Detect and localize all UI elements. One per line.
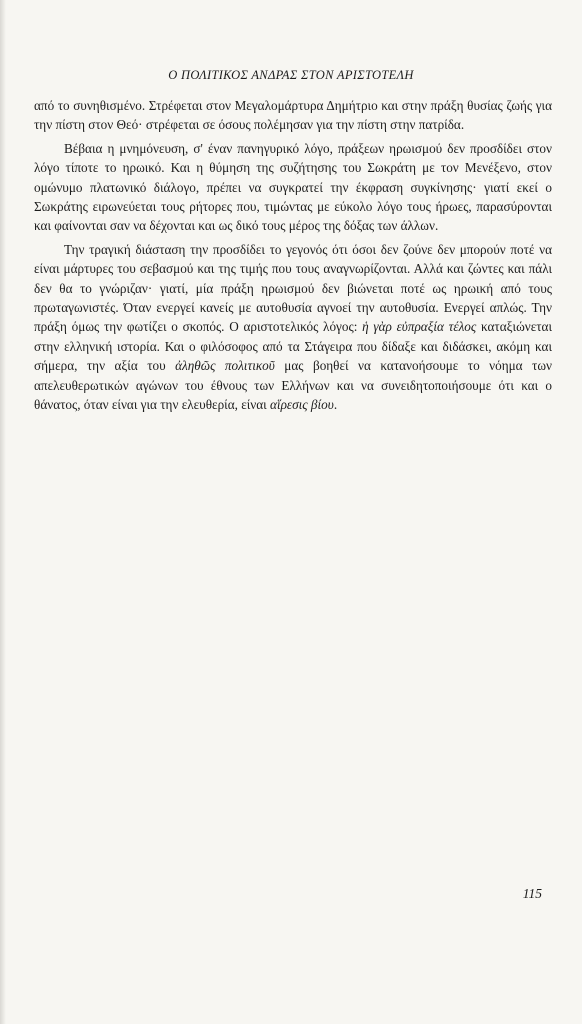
choice-of-life-term: αἵρεσις βίου — [270, 397, 334, 413]
paragraph-3-text-a: Την τραγική διάσταση την προσδίδει το γεγονός ότι όσοι δεν ζούνε δεν μπορούν ποτέ να είναι μάρτυρες του σεβασμού και της τιμής που τους αναγνωρίζονται. Αλλά και ζώντες και πάλι δεν θα το γνώριζαν· γιατί, μία πράξη ηρωισμού δεν βιώνεται ποτέ ως ηρωική από τους πρωταγωνιστές. Όταν ενεργεί κανείς με αυτοθυσία αγνοεί την αυτοθυσία. Ενεργεί απλώς. Την πράξη όμως την φωτίζει ο σκοπός. Ο αριστοτελικός λόγος: — [34, 241, 552, 335]
body-text — [34, 96, 552, 415]
page-number: 115 — [522, 886, 542, 901]
running-head: Ο ΠΟΛΙΤΙΚΟΣ ΑΝΔΡΑΣ ΣΤΟΝ ΑΡΙΣΤΟΤΕΛΗ — [168, 68, 414, 82]
paragraph-3-period: . — [333, 397, 338, 413]
true-politician-term: ἀληθῶς πολιτικοῦ — [175, 358, 275, 374]
paragraph-2: Βέβαια η μνημόνευση, σ' έναν πανηγυρικό λόγο, πράξεων ηρωισμού δεν προσδίδει στον λόγο τίποτε το ηρωικό. Και η θύμηση της συζήτησης του Σωκράτη με τον Μενέξενο, στον ομώνυμο πλατωνικό διάλογο, πρέπει να συγκρατεί την έκφραση συγκίνησης· γιατί εκεί ο Σωκράτης ειρωνεύεται τους ρήτορες που, τιμώντας με εύκολο λόγο τους ήρωες, παρασύρονται και φαίνονται σαν να δέχονται και ως δικό τους μέρος της δόξας των άλλων. — [34, 140, 552, 234]
paragraph-3-text-b: καταξιώνεται στην ελληνική ιστορία. Και ο φιλόσοφος από τα Στάγειρα που δίδαξε και διδάσκει, ακόμη και σήμερα, την αξία του — [34, 319, 553, 374]
aristotle-quote: ἡ γὰρ εὐπραξία τέλος — [362, 319, 477, 335]
paragraph-3 — [34, 240, 552, 415]
paragraph-3-text-c: μας βοηθεί να κατανοήσουμε το νόημα των απελευθερωτικών αγώνων του έθνους των Ελλήνων και να συνειδητοποιήσουμε ότι και ο θάνατος, όταν είναι για την ελευθερία, είναι — [34, 358, 552, 413]
page-gutter-shadow — [0, 0, 6, 1024]
paragraph-continued: από το συνηθισμένο. Στρέφεται στον Μεγαλομάρτυρα Δημήτριο και στην πράξη θυσίας ζωής για την πίστη στον Θεό· στρέφεται σε όσους πολέμησαν για την πίστη στην πατρίδα. — [34, 98, 552, 133]
